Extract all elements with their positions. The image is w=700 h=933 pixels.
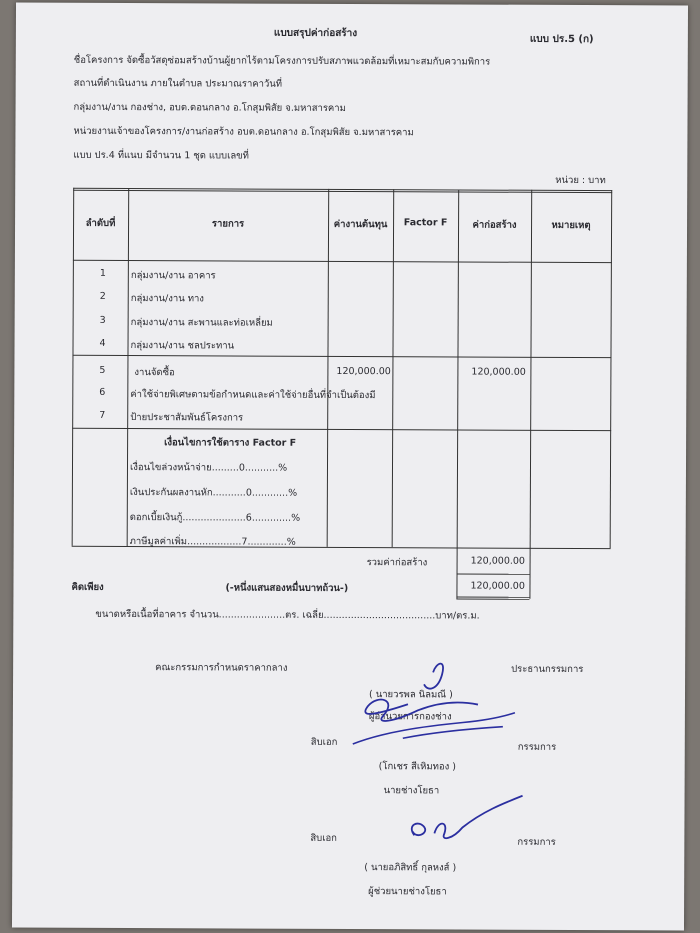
row-item: กลุ่มงาน/งาน ทาง — [130, 293, 204, 305]
member2-name: ( นายอภิสิทธิ์ กุลหงส์ ) — [364, 862, 457, 874]
row-construction: 120,000.00 — [471, 366, 526, 378]
factor-vat: ภาษีมูลค่าเพิ่ม..................7.............% — [129, 536, 296, 548]
member1-position: นายช่างโยธา — [383, 785, 440, 797]
total-value: 120,000.00 — [470, 555, 526, 567]
member2-rank: สิบเอก — [310, 832, 337, 844]
member1-signature — [343, 704, 523, 765]
summary-label: คิดเพียง — [71, 581, 104, 593]
department-line: กลุ่มงาน/งาน กองช่าง, อบต.ดอนกลาง อ.โกสุมพิสัย จ.มหาสารคาม — [73, 101, 346, 114]
summary-words: (-หนึ่งแสนสองหมื่นบาทถ้วน-) — [225, 582, 349, 594]
location-line: สถานที่ดำเนินงาน ภายในตำบล ประมาณราคาวันที่ — [73, 77, 283, 90]
committee-title: คณะกรรมการกำหนดราคากลาง — [155, 662, 288, 674]
chair-position: ผู้อำนวยการกองช่าง — [368, 711, 452, 723]
row-item: ป้ายประชาสัมพันธ์โครงการ — [130, 412, 244, 424]
header-remark: หมายเหตุ — [551, 219, 591, 232]
row-no: 6 — [99, 386, 106, 398]
total-final-value: 120,000.00 — [470, 580, 525, 592]
header-cost: ค่างานต้นทุน — [333, 218, 388, 231]
row-item: งานจัดซื้อ — [134, 367, 175, 379]
row-item: กลุ่มงาน/งาน สะพานและท่อเหลี่ยม — [130, 317, 273, 329]
member2-signature — [392, 789, 532, 860]
factor-interest: ดอกเบี้ยเงินกู้.....................6.............% — [129, 512, 301, 524]
row-no: 7 — [99, 409, 106, 421]
project-name: ชื่อโครงการ จัดซื้อวัสดุซ่อมสร้างบ้านผู้ยากไร้ตามโครงการปรับสภาพแวดล้อมที่เหมาะสมกับความพิการ — [73, 54, 491, 68]
forms-line: แบบ ปร.4 ที่แนบ มีจำนวน 1 ชุด แบบเลขที่ — [73, 149, 249, 162]
cost-table — [71, 188, 612, 599]
header-item: รายการ — [211, 218, 245, 230]
row-cost: 120,000.00 — [336, 365, 391, 378]
chair-name: ( นายวรพล นิลมณี ) — [368, 689, 453, 701]
row-no: 1 — [99, 267, 106, 279]
header-factor: Factor F — [403, 217, 448, 229]
chair-role: ประธานกรรมการ — [511, 663, 584, 676]
page-title: แบบสรุปค่าก่อสร้าง — [273, 27, 358, 40]
header-construction: ค่าก่อสร้าง — [472, 219, 517, 231]
member1-name: (โกเชร สีเหิมทอง ) — [378, 761, 456, 773]
row-no: 4 — [99, 337, 106, 349]
document-page — [12, 3, 688, 931]
header-no: ลำดับที่ — [85, 217, 116, 229]
member2-position: ผู้ช่วยนายช่างโยธา — [368, 886, 447, 898]
row-no: 3 — [99, 314, 106, 326]
form-code: แบบ ปร.5 (ก) — [529, 33, 594, 46]
total-label: รวมค่าก่อสร้าง — [366, 557, 428, 569]
area-line: ขนาดหรือเนื้อที่อาคาร จำนวน......................ตร. เฉลี่ย.....................................บาท/ตร.ม. — [95, 608, 480, 622]
member1-rank: สิบเอก — [310, 736, 338, 748]
row-item: ค่าใช้จ่ายพิเศษตามข้อกำหนดและค่าใช้จ่ายอื่นที่จำเป็นต้องมี — [130, 389, 376, 402]
factor-conditions-title: เงื่อนไขการใช้ตาราง Factor F — [164, 437, 297, 449]
unit-label: หน่วย : บาท — [555, 174, 606, 187]
owner-line: หน่วยงานเจ้าของโครงการ/งานก่อสร้าง อบต.ดอนกลาง อ.โกสุมพิสัย จ.มหาสารคาม — [73, 125, 414, 139]
row-no: 5 — [99, 364, 106, 376]
row-no: 2 — [99, 290, 106, 302]
factor-guarantee: เงินประกันผลงานหัก...........0............% — [129, 487, 298, 499]
factor-advance: เงื่อนไขล่วงหน้าจ่าย.........0...........% — [129, 462, 288, 474]
row-item: กลุ่มงาน/งาน อาคาร — [130, 270, 216, 282]
member2-role: กรรมการ — [517, 836, 556, 848]
member1-role: กรรมการ — [517, 741, 557, 753]
row-item: กลุ่มงาน/งาน ชลประทาน — [130, 340, 235, 352]
